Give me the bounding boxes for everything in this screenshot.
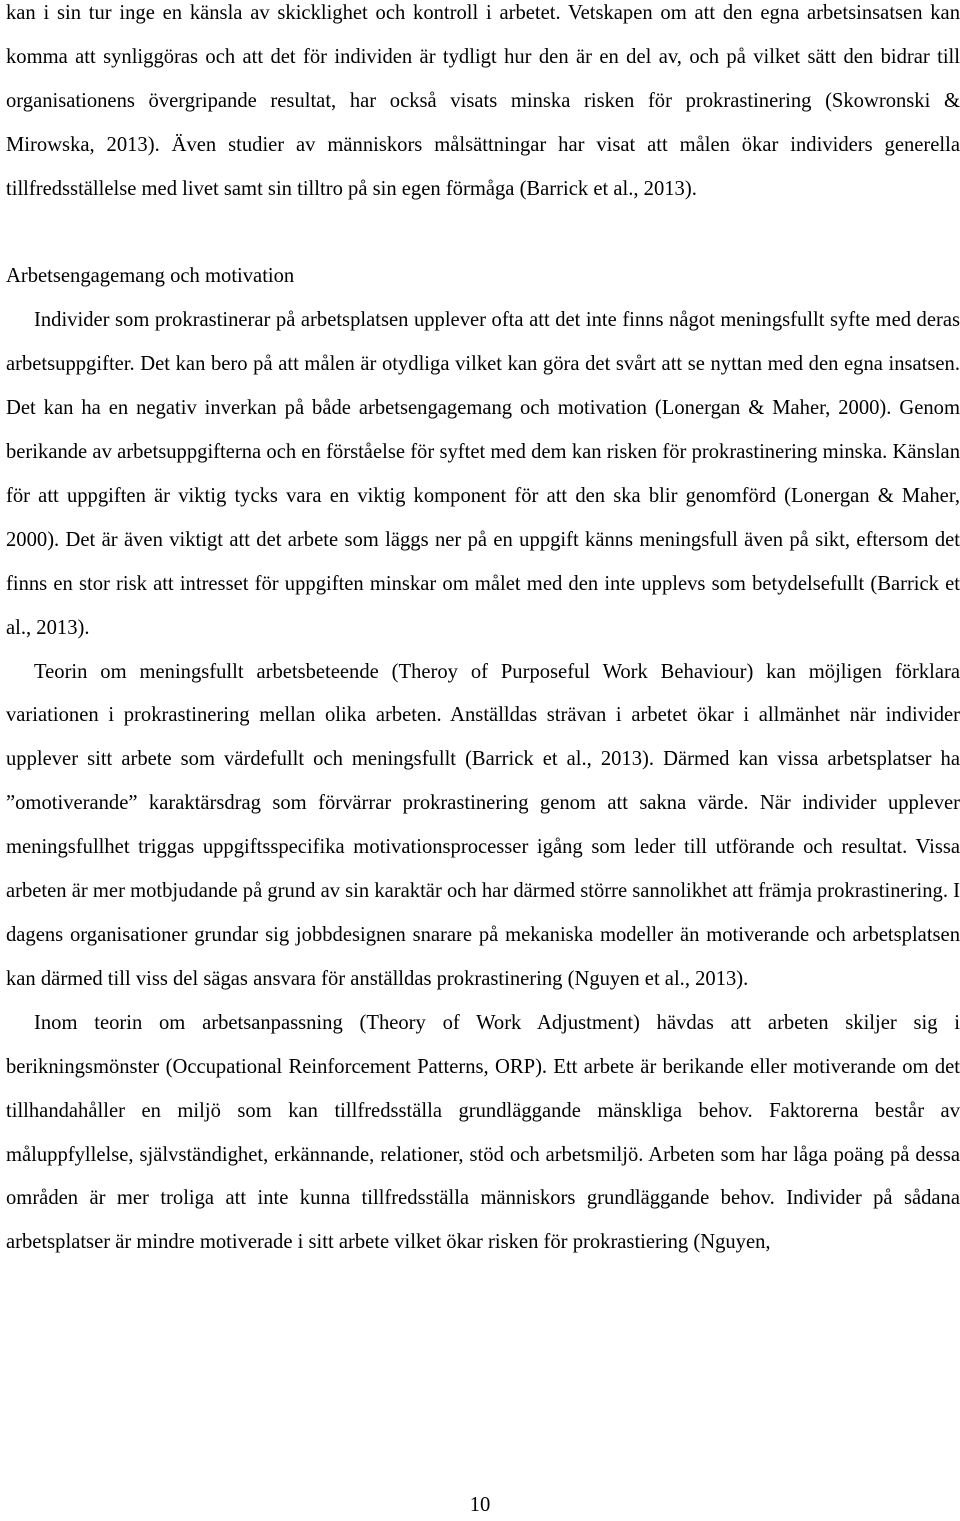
paragraph-spacer (6, 212, 960, 256)
section-heading: Arbetsengagemang och motivation (6, 265, 295, 288)
page-number: 10 (469, 1494, 491, 1516)
paragraph-purposeful-work: Teorin om meningsfullt arbetsbeteende (Theroy of Purposeful Work Behaviour) kan möjligen förklara variationen i prokrastinering mellan olika arbeten. Anställdas strävan i arbetet ökar i allmänhet när individer upplever sitt arbete som värdefullt och meningsfullt (Barrick et al., 2013). Därmed kan vissa arbetsplatser ha ”omotiverande” karaktärsdrag som förvärrar prokrastinering genom att sakna värde. När individer upplever meningsfullhet triggas uppgiftsspecifika motivationsprocesser igång som leder till utförande och resultat. Vissa arbeten är mer motbjudande på grund av sin karaktär och har därmed större sannolikhet att främja prokrastinering. I dagens organisationer grundar sig jobbdesignen snarare på mekaniska modeller än motiverande och arbetsplatsen kan därmed till viss del sägas ansvara för anställdas prokrastinering (Nguyen et al., 2013). (6, 660, 960, 990)
paragraph-work-adjustment: Inom teorin om arbetsanpassning (Theory of Work Adjustment) hävdas att arbeten skiljer sig i berikningsmönster (Occupational Reinforcement Patterns, ORP). Ett arbete är berikande eller motiverande om det tillhandahåller en miljö som kan tillfredsställa grundläggande mänskliga behov. Faktorerna består av måluppfyllelse, självständighet, erkännande, relationer, stöd och arbetsmiljö. Arbeten som har låga poäng på dessa områden är mer troliga att inte kunna tillfredsställa människors grundläggande behov. Individer på sådana arbetsplatser är mindre motiverade i sitt arbete vilket ökar risken för prokrastiering (Nguyen, (6, 1011, 960, 1254)
paragraph-continuation: kan i sin tur inge en känsla av skicklighet och kontroll i arbetet. Vetskapen om att den egna arbetsinsatsen kan komma att synliggöras och att det för individen är tydligt hur den är en del av, och på vilket sätt den bidrar till organisationens övergripande resultat, har också visats minska risken för prokrastinering (Skowronski & Mirowska, 2013). Även studier av människors målsättningar har visat att målen ökar individers generella tillfredsställelse med livet samt sin tilltro på sin egen förmåga (Barrick et al., 2013). (6, 2, 960, 200)
document-page (6, 0, 960, 1265)
paragraph-motivation: Individer som prokrastinerar på arbetsplatsen upplever ofta att det inte finns något meningsfullt syfte med deras arbetsuppgifter. Det kan bero på att målen är otydliga vilket kan göra det svårt att se nyttan med den egna insatsen. Det kan ha en negativ inverkan på både arbetsengagemang och motivation (Lonergan & Maher, 2000). Genom berikande av arbetsuppgifterna och en förståelse för syftet med dem kan risken för prokrastinering minska. Känslan för att uppgiften är viktig tycks vara en viktig komponent för att den ska blir genomförd (Lonergan & Maher, 2000). Det är även viktigt att det arbete som läggs ner på en uppgift känns meningsfull även på sikt, eftersom det finns en stor risk att intresset för uppgiften minskar om målet med den inte upplevs som betydelsefullt (Barrick et al., 2013). (6, 309, 960, 639)
